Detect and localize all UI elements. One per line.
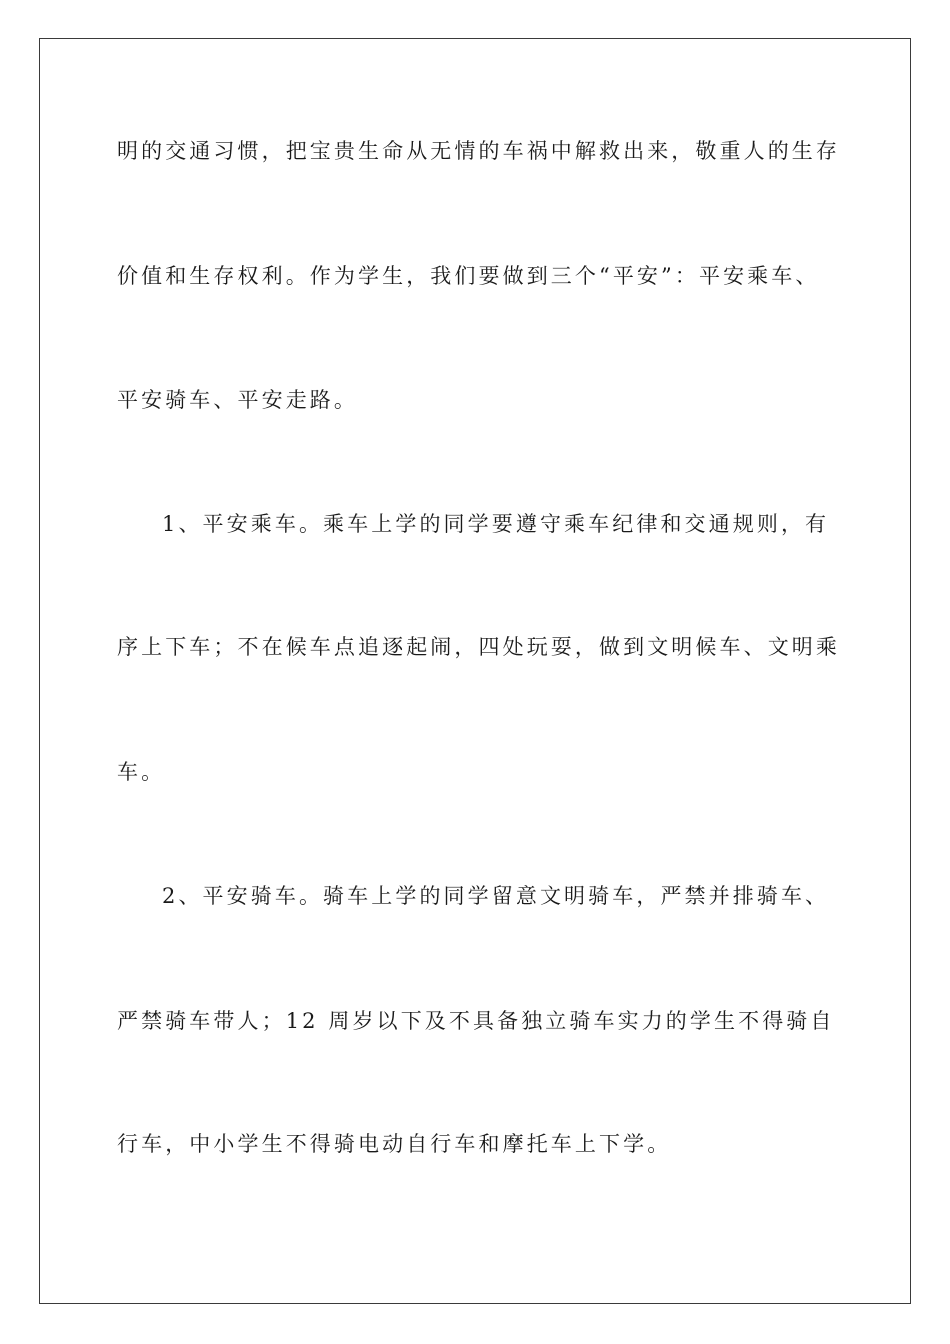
paragraph-2-line-3: 行车，中小学生不得骑电动自行车和摩托车上下学。	[117, 1132, 672, 1156]
text-line-3: 平安骑车、平安走路。	[117, 388, 358, 412]
paragraph-1-line-1: 1、平安乘车。乘车上学的同学要遵守乘车纪律和交通规则，有	[162, 512, 830, 536]
paragraph-2-line-1: 2、平安骑车。骑车上学的同学留意文明骑车，严禁并排骑车、	[162, 884, 830, 908]
text-line-2: 价值和生存权利。作为学生，我们要做到三个“平安”：平安乘车、	[117, 264, 820, 288]
paragraph-1-line-2: 序上下车；不在候车点追逐起闹，四处玩耍，做到文明候车、文明乘	[117, 635, 840, 659]
text-line-1: 明的交通习惯，把宝贵生命从无情的车祸中解救出来，敬重人的生存	[117, 139, 840, 163]
page-border	[39, 38, 911, 1304]
paragraph-1-line-3: 车。	[117, 760, 166, 784]
paragraph-2-line-2: 严禁骑车带人；12 周岁以下及不具备独立骑车实力的学生不得骑自	[117, 1009, 835, 1033]
